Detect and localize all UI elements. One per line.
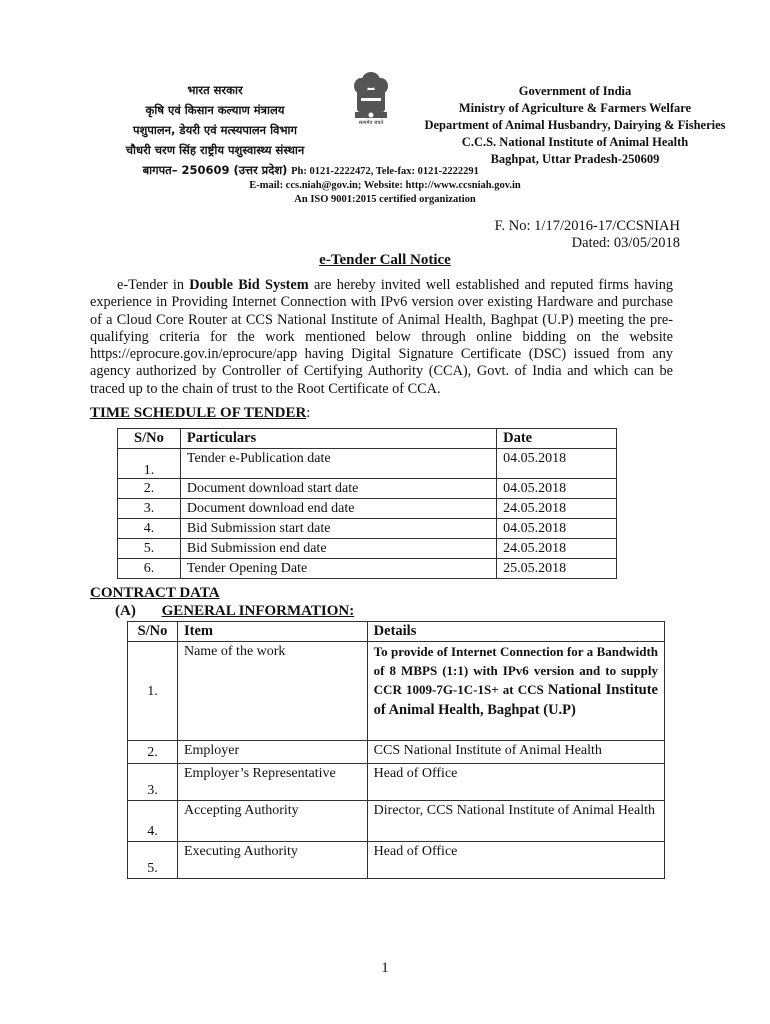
- details-part-b: National Institute of Animal Health, Baghpat (U.P): [373, 682, 658, 718]
- table-row: [118, 539, 617, 559]
- hindi-line: पशुपालन, डेयरी एवं मत्स्यपालन विभाग: [133, 123, 297, 137]
- row-particular: Document download end date: [180, 499, 496, 519]
- hindi-line: बागपत– 250609 (उत्तर प्रदेश): [142, 163, 288, 177]
- schedule-heading-colon: :: [306, 405, 311, 421]
- row-particular: Tender e-Publication date: [180, 449, 496, 479]
- row-particular: Document download start date: [180, 479, 496, 499]
- row-sno: 2.: [118, 479, 181, 499]
- row-particular: Bid Submission end date: [180, 539, 496, 559]
- hindi-line: चौधरी चरण सिंह राष्ट्रीय पशुस्वास्थ्य संस्थान: [125, 143, 305, 157]
- iso-line: An ISO 9001:2015 certified organization: [294, 194, 476, 205]
- english-line: C.C.S. National Institute of Animal Health: [461, 135, 689, 149]
- row-details: Head of Office: [367, 842, 664, 879]
- table-row: [118, 519, 617, 539]
- details-part-a: To provide of Internet Connection for a Bandwidth of 8 MBPS (1:1) with IPv6 version and to supply CCR 1009-7G-1C-1S+ at CCS: [373, 644, 658, 697]
- row-sno: 1.: [118, 449, 181, 479]
- table-row: [118, 499, 617, 519]
- english-line: Baghpat, Uttar Pradesh-250609: [490, 152, 660, 166]
- header-sno: S/No: [128, 622, 178, 642]
- schedule-heading-text: TIME SCHEDULE OF TENDER: [90, 405, 307, 421]
- row-date: 25.05.2018: [497, 559, 617, 579]
- file-number: F. No: 1/17/2016-17/CCSNIAH: [494, 218, 680, 234]
- contract-table: [127, 621, 665, 879]
- schedule-heading: [90, 405, 310, 422]
- row-sno: 3.: [118, 499, 181, 519]
- schedule-table: [117, 428, 617, 579]
- hindi-line: भारत सरकार: [187, 83, 243, 97]
- table-header-row: [128, 622, 665, 642]
- header-details: Details: [367, 622, 664, 642]
- row-date: 24.05.2018: [497, 499, 617, 519]
- intro-text: are hereby invited well established and reputed firms having experience in Providing Internet Connection with IPv6 version over existing Hardware and purchase of a Cloud Core Router at CCS National Institute of Animal Health, Baghpat (U.P) meeting the pre-qualifying criteria for the work mentioned below through online bidding on the website https://eprocure.gov.in/eprocure/app having Digital Signature Certificate (DSC) issued from any agency authorized by Controller of Certifying Authority (CCA), Govt. of India and which can be traced up to the chain of trust to the Root Certificate of CCA.: [90, 277, 674, 397]
- table-row: [128, 842, 665, 879]
- row-date: 04.05.2018: [497, 519, 617, 539]
- general-info-heading: [115, 603, 354, 620]
- emblem-motto: सत्यमेव जयते: [358, 120, 384, 126]
- section-title: GENERAL INFORMATION:: [161, 603, 355, 619]
- row-item: Name of the work: [177, 642, 367, 741]
- intro-prefix: e-Tender in: [117, 277, 190, 293]
- page-number: 1: [381, 960, 389, 976]
- table-row: [128, 741, 665, 764]
- row-details: CCS National Institute of Animal Health: [367, 741, 664, 764]
- row-particular: Tender Opening Date: [180, 559, 496, 579]
- row-item: Executing Authority: [177, 842, 367, 879]
- row-details: Head of Office: [367, 764, 664, 801]
- row-sno: 4.: [128, 801, 178, 842]
- english-header: [405, 83, 745, 168]
- table-row: [118, 449, 617, 479]
- table-row: [128, 642, 665, 741]
- notice-title: e-Tender Call Notice: [319, 252, 451, 268]
- header-item: Item: [177, 622, 367, 642]
- row-item: Accepting Authority: [177, 801, 367, 842]
- table-row: [118, 479, 617, 499]
- row-details: Director, CCS National Institute of Animal Health: [367, 801, 664, 842]
- contract-heading: CONTRACT DATA: [90, 585, 220, 601]
- table-row: [118, 559, 617, 579]
- row-date: 04.05.2018: [497, 479, 617, 499]
- table-row: [128, 764, 665, 801]
- contact-info: [0, 165, 770, 207]
- date-line: Dated: 03/05/2018: [571, 235, 680, 251]
- section-label: (A): [115, 603, 136, 619]
- header-date: Date: [497, 429, 617, 449]
- row-item: Employer’s Representative: [177, 764, 367, 801]
- row-sno: 5.: [118, 539, 181, 559]
- row-date: 04.05.2018: [497, 449, 617, 479]
- row-sno: 5.: [128, 842, 178, 879]
- intro-paragraph: [90, 277, 673, 398]
- intro-bold: Double Bid System: [189, 277, 309, 293]
- row-sno: 2.: [128, 741, 178, 764]
- header-particulars: Particulars: [180, 429, 496, 449]
- english-line: Government of India: [518, 84, 632, 98]
- row-sno: 1.: [128, 642, 178, 741]
- national-emblem-icon: [349, 70, 393, 134]
- row-sno: 3.: [128, 764, 178, 801]
- row-particular: Bid Submission start date: [180, 519, 496, 539]
- english-line: Department of Animal Husbandry, Dairying & Fisheries: [424, 118, 726, 132]
- row-item: Employer: [177, 741, 367, 764]
- row-sno: 6.: [118, 559, 181, 579]
- english-line: Ministry of Agriculture & Farmers Welfare: [458, 101, 692, 115]
- row-date: 24.05.2018: [497, 539, 617, 559]
- table-row: [128, 801, 665, 842]
- row-details: [367, 642, 664, 741]
- file-reference: [495, 218, 680, 252]
- table-header-row: [118, 429, 617, 449]
- email-line: E-mail: ccs.niah@gov.in; Website: http://www.ccsniah.gov.in: [249, 180, 521, 191]
- hindi-line: कृषि एवं किसान कल्याण मंत्रालय: [145, 103, 285, 117]
- phone-line: Ph: 0121-2222472, Tele-fax: 0121-2222291: [291, 166, 479, 177]
- row-sno: 4.: [118, 519, 181, 539]
- header-sno: S/No: [118, 429, 181, 449]
